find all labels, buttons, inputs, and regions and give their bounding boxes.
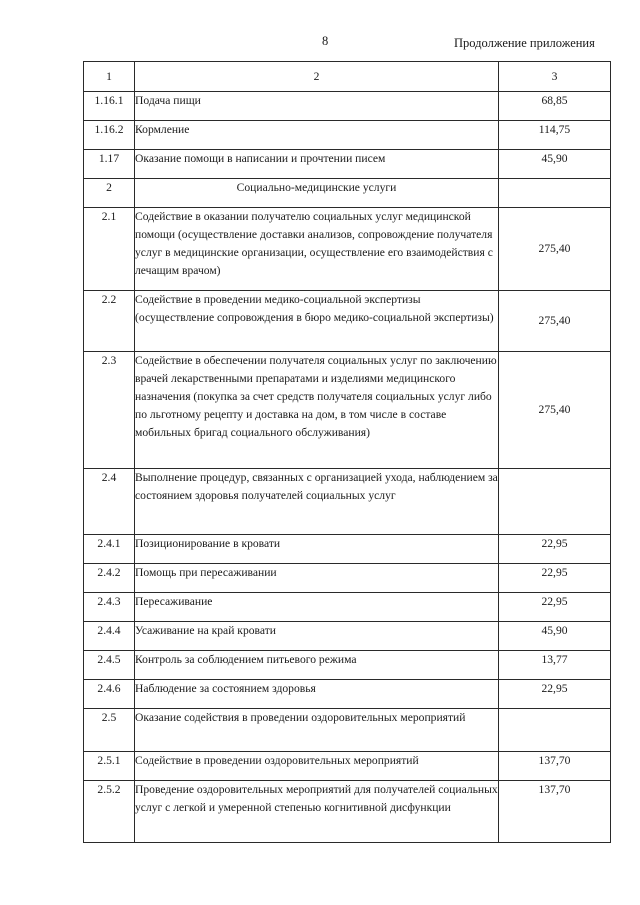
table-row [84,680,611,709]
table-row [84,92,611,121]
table-row [84,469,611,535]
table-row [84,709,611,752]
table-row [84,752,611,781]
table-row [84,352,611,469]
table-row [84,622,611,651]
service-name: Подача пищи [135,92,499,121]
row-number: 1.16.2 [84,121,135,150]
service-name: Проведение оздоровительных мероприятий для получателей социальных услуг с легкой и умеренной степенью когнитивной дисфункции [135,781,499,843]
service-name: Содействие в оказании получателю социальных услуг медицинской помощи (осуществление доставки анализов, сопровождение получателя услуг в медицинские организации, осуществление его взаимодействия с лечащим врачом) [135,208,499,291]
service-price: 22,95 [499,680,611,709]
service-price: 275,40 [499,208,611,291]
service-price: 45,90 [499,622,611,651]
service-name: Пересаживание [135,593,499,622]
row-number: 2 [84,179,135,208]
service-price: 22,95 [499,593,611,622]
service-name: Содействие в проведении оздоровительных мероприятий [135,752,499,781]
table-row [84,121,611,150]
row-number: 2.4.2 [84,564,135,593]
row-number: 2.4.6 [84,680,135,709]
service-name: Позиционирование в кровати [135,535,499,564]
service-price: 137,70 [499,781,611,843]
table-row [84,535,611,564]
service-price [499,179,611,208]
row-number: 2.5.1 [84,752,135,781]
service-price: 275,40 [499,352,611,469]
services-tariff-table [83,61,611,843]
table-row [84,208,611,291]
row-number: 2.4 [84,469,135,535]
service-name: Помощь при пересаживании [135,564,499,593]
column-header-number: 1 [84,62,135,92]
section-title: Социально-медицинские услуги [135,179,499,208]
row-number: 2.5 [84,709,135,752]
row-number: 1.17 [84,150,135,179]
service-name: Оказание помощи в написании и прочтении писем [135,150,499,179]
row-number: 2.1 [84,208,135,291]
table-row [84,781,611,843]
service-price: 22,95 [499,564,611,593]
service-name: Усаживание на край кровати [135,622,499,651]
row-number: 2.4.3 [84,593,135,622]
service-name: Содействие в обеспечении получателя социальных услуг по заключению врачей лекарственными препаратами и изделиями медицинского назначения (покупка за счет средств получателя социальных услуг либо по льготному рецепту и доставка на дом, в том числе в составе мобильных бригад социального обслуживания) [135,352,499,469]
service-price: 275,40 [499,291,611,352]
row-number: 2.3 [84,352,135,469]
appendix-continuation-note: Продолжение приложения [454,36,595,50]
service-price: 13,77 [499,651,611,680]
service-name: Контроль за соблюдением питьевого режима [135,651,499,680]
service-price [499,469,611,535]
row-number: 2.4.5 [84,651,135,680]
table-row [84,564,611,593]
row-number: 2.4.1 [84,535,135,564]
table-row [84,291,611,352]
row-number: 2.4.4 [84,622,135,651]
service-name: Наблюдение за состоянием здоровья [135,680,499,709]
service-price: 137,70 [499,752,611,781]
service-price: 22,95 [499,535,611,564]
column-header-price: 3 [499,62,611,92]
service-name: Кормление [135,121,499,150]
row-number: 2.2 [84,291,135,352]
row-number: 1.16.1 [84,92,135,121]
service-name: Оказание содействия в проведении оздоровительных мероприятий [135,709,499,752]
service-price: 68,85 [499,92,611,121]
table-row [84,593,611,622]
page-number: 8 [322,34,329,48]
service-price [499,709,611,752]
service-price: 45,90 [499,150,611,179]
column-header-service: 2 [135,62,499,92]
section-row [84,179,611,208]
service-price: 114,75 [499,121,611,150]
table-row [84,651,611,680]
row-number: 2.5.2 [84,781,135,843]
table-row [84,150,611,179]
service-name: Выполнение процедур, связанных с организацией ухода, наблюдением за состоянием здоровья получателей социальных услуг [135,469,499,535]
service-name: Содействие в проведении медико-социальной экспертизы (осуществление сопровождения в бюро медико-социальной экспертизы) [135,291,499,352]
table-header-row [84,62,611,92]
